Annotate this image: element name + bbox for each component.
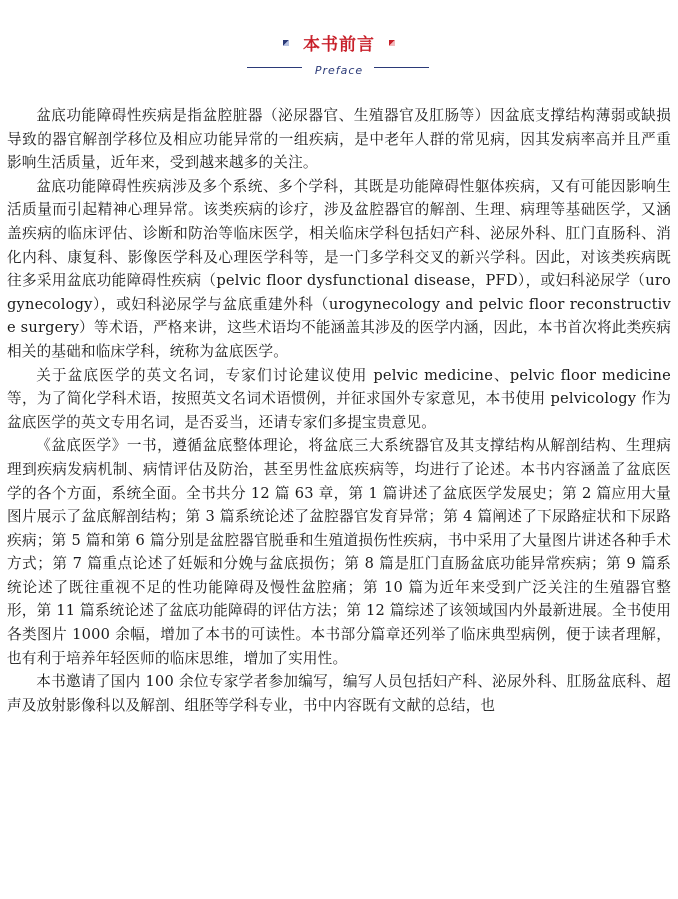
- body-text: [7, 104, 671, 717]
- page-subtitle: Preface: [314, 64, 364, 77]
- subtitle-row: [0, 59, 678, 77]
- square-bullet-icon: [389, 40, 395, 46]
- page-title: 本书前言: [303, 34, 375, 55]
- paragraph-3: 关于盆底医学的英文名词，专家们讨论建议使用 pelvic medicine、pelvic floor medicine 等，为了简化学科术语，按照英文名词术语惯例，并征求国外专家意见，本书使用 pelvicology 作为盆底医学的英文专用名词，是否妥当，还请专家们多提宝贵意见。: [7, 366, 671, 431]
- paragraph-4: 《盆底医学》一书，遵循盆底整体理论，将盆底三大系统器官及其支撑结构从解剖结构、生理病理到疾病发病机制、病情评估及防治，甚至男性盆底疾病等，均进行了论述。本书内容涵盖了盆底医学的各个方面，系统全面。全书共分 12 篇 63 章，第 1 篇讲述了盆底医学发展史；第 2 篇应用大量图片展示了盆底解剖结构；第 3 篇系统论述了盆腔器官发育异常；第 4 篇阐述了下尿路症状和下尿路疾病；第 5 篇和第 6 篇分别是盆腔器官脱垂和生殖道损伤性疾病，书中采用了大量图片讲述各种手术方式；第 7 篇重点论述了妊娠和分娩与盆底损伤；第 8 篇是肛门直肠盆底功能异常疾病；第 9 篇系统论述了既往重视不足的性功能障碍及慢性盆腔痛；第 10 篇为近年来受到广泛关注的生殖器官整形，第 11 篇系统论述了盆底功能障碍的评估方法；第 12 篇综述了该领域国内外最新进展。全书使用各类图片 1000 余幅，增加了本书的可读性。本书部分篇章还列举了临床典型病例，便于读者理解，也有利于培养年轻医师的临床思维，增加了实用性。: [7, 437, 671, 667]
- divider-left: [247, 67, 302, 68]
- paragraph-2: 盆底功能障碍性疾病涉及多个系统、多个学科，其既是功能障碍性躯体疾病，又有可能因影响生活质量而引起精神心理异常。该类疾病的诊疗，涉及盆腔器官的解剖、生理、病理等基础医学，又涵盖疾病的临床评估、诊断和防治等临床医学，相关临床学科包括妇产科、泌尿外科、肛门直肠科、消化内科、康复科、影像医学科及心理医学科等，是一门多学科交叉的新兴学科。因此，对该类疾病既往多采用盆底功能障碍性疾病（pelvic floor dysfunctional disease，PFD），或妇科泌尿学（urogynecology），或妇科泌尿学与盆底重建外科（urogynecology and pelvic floor reconstructive surgery）等术语，严格来讲，这些术语均不能涵盖其涉及的医学内涵，因此，本书首次将此类疾病相关的基础和临床学科，统称为盆底医学。: [7, 177, 671, 360]
- paragraph-1: 盆底功能障碍性疾病是指盆腔脏器（泌尿器官、生殖器官及肛肠等）因盆底支撑结构薄弱或缺损导致的器官解剖学移位及相应功能异常的一组疾病，是中老年人群的常见病，因其发病率高并且严重影响生活质量，近年来，受到越来越多的关注。: [7, 107, 671, 172]
- square-bullet-icon: [283, 40, 289, 46]
- divider-right: [374, 67, 429, 68]
- paragraph-5: 本书邀请了国内 100 余位专家学者参加编写，编写人员包括妇产科、泌尿外科、肛肠盆底科、超声及放射影像科以及解剖、组胚等学科专业，书中内容既有文献的总结，也: [7, 673, 671, 714]
- title-row: [0, 32, 678, 56]
- page-header: [0, 22, 678, 82]
